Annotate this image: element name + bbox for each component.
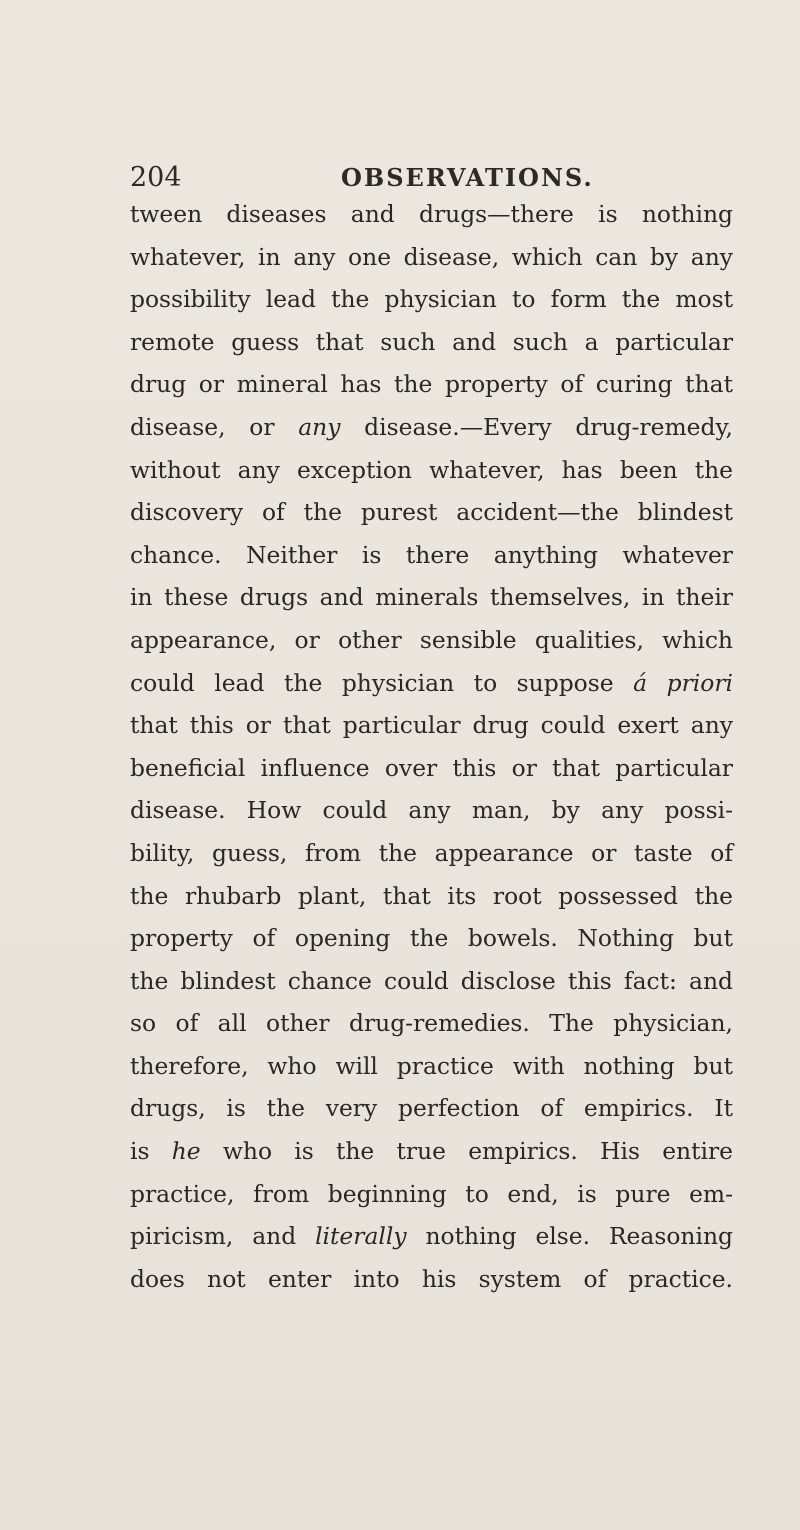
text-line: tween diseases and drugs—there is nothing (130, 200, 733, 228)
text-line: in these drugs and minerals themselves, in their (130, 583, 733, 612)
text-line: therefore, who will practice with nothing but (130, 1051, 733, 1080)
text-line: chance. Neither is there anything whatever (130, 540, 733, 569)
text-line: property of opening the bowels. Nothing but (130, 924, 733, 953)
text-line: bility, guess, from the appearance or taste of (130, 838, 733, 867)
page-number: 204 (130, 162, 182, 193)
emphasis: literally (315, 1222, 407, 1251)
text-line: discovery of the purest accident—the blindest (130, 498, 733, 527)
text-line: whatever, in any one disease, which can by any (130, 242, 733, 271)
emphasis: he (171, 1137, 201, 1166)
running-title: OBSERVATIONS. (341, 163, 594, 192)
text-line: does not enter into his system of practice. (130, 1264, 733, 1293)
emphasis: any (298, 412, 341, 441)
text-line: drugs, is the very perfection of empirics. It (130, 1094, 733, 1123)
text-line: appearance, or other sensible qualities, which (130, 625, 733, 654)
text-line: is he who is the true empirics. His entire (130, 1137, 734, 1166)
text-line: disease, or any disease.—Every drug-remedy, (130, 412, 733, 441)
text-line: that this or that particular drug could exert any (130, 711, 733, 740)
text-line: beneficial influence over this or that particular (130, 753, 733, 782)
text-line: so of all other drug-remedies. The physician, (130, 1009, 733, 1038)
text-line: disease. How could any man, by any possi- (130, 796, 733, 825)
text-line: without any exception whatever, has been the (130, 455, 733, 484)
text-line: possibility lead the physician to form the most (130, 285, 733, 314)
text-line: the rhubarb plant, that its root possessed the (130, 881, 733, 910)
text-line: drug or mineral has the property of curing that (130, 370, 733, 399)
emphasis: á priori (633, 668, 733, 697)
text-line: piricism, and literally nothing else. Reasoning (130, 1222, 734, 1251)
text-line: could lead the physician to suppose á priori (130, 668, 733, 697)
text-line: remote guess that such and such a particular (130, 327, 733, 356)
body-text (130, 193, 733, 1300)
text-line: the blindest chance could disclose this fact: and (130, 966, 733, 995)
text-line: practice, from beginning to end, is pure em- (130, 1179, 733, 1208)
